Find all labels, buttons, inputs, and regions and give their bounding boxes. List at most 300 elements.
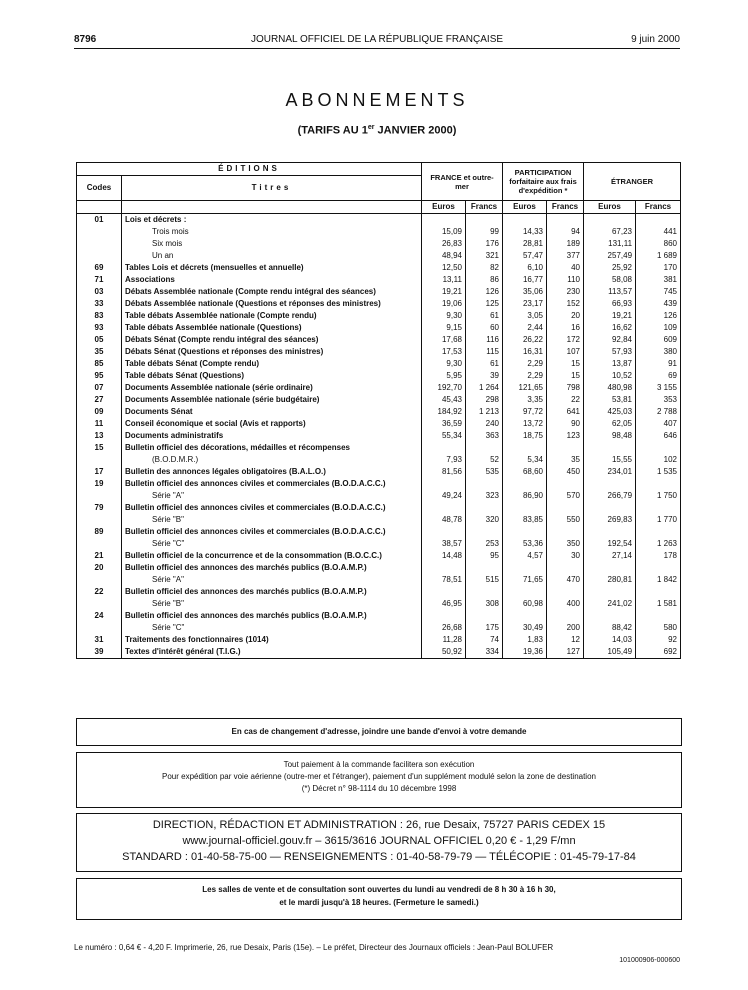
row-code bbox=[77, 454, 122, 466]
row-code: 79 bbox=[77, 502, 122, 514]
table-row bbox=[77, 250, 681, 262]
row-code: 39 bbox=[77, 646, 122, 659]
row-value: 240 bbox=[466, 418, 503, 430]
row-value: 192,70 bbox=[422, 382, 466, 394]
row-value: 172 bbox=[547, 334, 584, 346]
row-value: 14,48 bbox=[422, 550, 466, 562]
row-code bbox=[77, 538, 122, 550]
row-value: 9,30 bbox=[422, 310, 466, 322]
row-value: 1 213 bbox=[466, 406, 503, 418]
row-code: 22 bbox=[77, 586, 122, 598]
row-value: 126 bbox=[636, 310, 681, 322]
row-title: Série "A" bbox=[152, 491, 184, 500]
row-value: 81,56 bbox=[422, 466, 466, 478]
row-code bbox=[77, 574, 122, 586]
table-row bbox=[77, 574, 681, 586]
euros-header: Euros bbox=[584, 201, 636, 214]
table-row bbox=[77, 370, 681, 382]
row-value: 26,68 bbox=[422, 622, 466, 634]
row-title: Table débats Assemblée nationale (Questions) bbox=[125, 323, 302, 332]
row-value bbox=[547, 502, 584, 514]
row-value: 334 bbox=[466, 646, 503, 659]
row-value bbox=[584, 214, 636, 227]
payment-notice bbox=[76, 752, 682, 808]
table-row bbox=[77, 478, 681, 490]
table-row bbox=[77, 622, 681, 634]
table-row bbox=[77, 550, 681, 562]
row-value bbox=[636, 610, 681, 622]
row-value: 3 155 bbox=[636, 382, 681, 394]
row-value: 189 bbox=[547, 238, 584, 250]
table-row bbox=[77, 262, 681, 274]
row-code bbox=[77, 250, 122, 262]
row-value: 18,75 bbox=[503, 430, 547, 442]
row-value bbox=[466, 586, 503, 598]
row-code: 93 bbox=[77, 322, 122, 334]
row-value: 860 bbox=[636, 238, 681, 250]
editions-header: ÉDITIONS bbox=[77, 163, 422, 176]
row-title: Série "C" bbox=[152, 539, 185, 548]
row-value: 78,51 bbox=[422, 574, 466, 586]
row-value bbox=[422, 562, 466, 574]
table-row bbox=[77, 562, 681, 574]
row-value: 353 bbox=[636, 394, 681, 406]
row-value: 92 bbox=[636, 634, 681, 646]
row-title: Débats Assemblée nationale (Compte rendu intégral des séances) bbox=[125, 287, 376, 296]
row-value: 175 bbox=[466, 622, 503, 634]
table-body bbox=[77, 214, 681, 659]
table-row bbox=[77, 238, 681, 250]
row-value: 12,50 bbox=[422, 262, 466, 274]
row-value: 692 bbox=[636, 646, 681, 659]
table-row bbox=[77, 490, 681, 502]
row-value bbox=[547, 562, 584, 574]
row-value: 126 bbox=[466, 286, 503, 298]
row-value: 15 bbox=[547, 358, 584, 370]
francs-header: Francs bbox=[547, 201, 584, 214]
row-value: 83,85 bbox=[503, 514, 547, 526]
table-row bbox=[77, 526, 681, 538]
row-code: 11 bbox=[77, 418, 122, 430]
row-value: 570 bbox=[547, 490, 584, 502]
row-value: 35 bbox=[547, 454, 584, 466]
euros-header: Euros bbox=[422, 201, 466, 214]
row-code: 83 bbox=[77, 310, 122, 322]
row-value: 2 788 bbox=[636, 406, 681, 418]
row-title: Documents Assemblée nationale (série budgétaire) bbox=[125, 395, 320, 404]
table-row bbox=[77, 586, 681, 598]
row-value: 11,28 bbox=[422, 634, 466, 646]
titres-header: Titres bbox=[122, 176, 422, 201]
payment-line-3: (*) Décret n° 98-1114 du 10 décembre 1998 bbox=[301, 784, 457, 793]
row-value: 9,15 bbox=[422, 322, 466, 334]
row-value bbox=[466, 478, 503, 490]
participation-header: PARTICIPATION forfaitaire aux frais d'expédition * bbox=[503, 163, 584, 201]
row-value bbox=[422, 586, 466, 598]
row-value: 58,08 bbox=[584, 274, 636, 286]
footer-reference: 101000906-000600 bbox=[619, 957, 680, 964]
row-value: 86,90 bbox=[503, 490, 547, 502]
row-value bbox=[466, 526, 503, 538]
row-value: 115 bbox=[466, 346, 503, 358]
row-value bbox=[422, 214, 466, 227]
row-value: 60,98 bbox=[503, 598, 547, 610]
row-value: 323 bbox=[466, 490, 503, 502]
row-value bbox=[584, 562, 636, 574]
contact-line-1: DIRECTION, RÉDACTION ET ADMINISTRATION : 26, rue Desaix, 75727 PARIS CEDEX 15 bbox=[152, 819, 606, 831]
row-value: 320 bbox=[466, 514, 503, 526]
row-value: 131,11 bbox=[584, 238, 636, 250]
footer-text: Le numéro : 0,64 € - 4,20 F. Imprimerie, 26, rue Desaix, Paris (15e). – Le préfet, Directeur des Journaux officiels : Jean-Paul BOLUFER bbox=[74, 943, 554, 952]
row-value: 123 bbox=[547, 430, 584, 442]
row-value: 19,21 bbox=[422, 286, 466, 298]
table-row bbox=[77, 334, 681, 346]
francs-header: Francs bbox=[636, 201, 681, 214]
row-value: 3,05 bbox=[503, 310, 547, 322]
page-title: ABONNEMENTS bbox=[285, 90, 469, 110]
table-row bbox=[77, 382, 681, 394]
row-value: 257,49 bbox=[584, 250, 636, 262]
row-value bbox=[636, 526, 681, 538]
row-value: 1 264 bbox=[466, 382, 503, 394]
row-value: 52 bbox=[466, 454, 503, 466]
row-code: 05 bbox=[77, 334, 122, 346]
row-value bbox=[584, 442, 636, 454]
row-value: 266,79 bbox=[584, 490, 636, 502]
header-rule bbox=[74, 48, 680, 49]
hours-line-1: Les salles de vente et de consultation sont ouvertes du lundi au vendredi de 8 h 30 à 16 h 30, bbox=[202, 885, 556, 894]
row-code: 15 bbox=[77, 442, 122, 454]
row-value: 3,35 bbox=[503, 394, 547, 406]
row-title: Bulletin officiel des annonces des marchés publics (B.O.A.M.P.) bbox=[125, 563, 367, 572]
etranger-header: ÉTRANGER bbox=[584, 163, 681, 201]
row-title: Table débats Sénat (Questions) bbox=[125, 371, 244, 380]
row-value bbox=[584, 586, 636, 598]
row-code: 07 bbox=[77, 382, 122, 394]
row-code: 71 bbox=[77, 274, 122, 286]
row-value: 15,55 bbox=[584, 454, 636, 466]
row-title: Traitements des fonctionnaires (1014) bbox=[125, 635, 269, 644]
row-value: 68,60 bbox=[503, 466, 547, 478]
row-value: 109 bbox=[636, 322, 681, 334]
row-code: 21 bbox=[77, 550, 122, 562]
row-value: 363 bbox=[466, 430, 503, 442]
row-value: 53,81 bbox=[584, 394, 636, 406]
row-title: Six mois bbox=[152, 239, 183, 248]
row-value: 127 bbox=[547, 646, 584, 659]
row-value: 23,17 bbox=[503, 298, 547, 310]
row-value: 86 bbox=[466, 274, 503, 286]
row-title: Débats Assemblée nationale (Questions et réponses des ministres) bbox=[125, 299, 381, 308]
row-value: 91 bbox=[636, 358, 681, 370]
row-value: 6,10 bbox=[503, 262, 547, 274]
page-number: 8796 bbox=[74, 34, 97, 45]
row-code: 35 bbox=[77, 346, 122, 358]
row-value bbox=[547, 526, 584, 538]
row-value: 121,65 bbox=[503, 382, 547, 394]
row-value bbox=[547, 586, 584, 598]
row-value: 234,01 bbox=[584, 466, 636, 478]
address-change-notice: En cas de changement d'adresse, joindre une bande d'envoi à votre demande bbox=[76, 718, 682, 746]
row-title: Bulletin officiel des décorations, médailles et récompenses bbox=[125, 443, 350, 452]
row-value: 1 842 bbox=[636, 574, 681, 586]
row-value: 36,59 bbox=[422, 418, 466, 430]
row-value: 1 535 bbox=[636, 466, 681, 478]
row-title: Série "B" bbox=[152, 515, 184, 524]
row-value bbox=[466, 610, 503, 622]
codes-header: Codes bbox=[77, 176, 122, 201]
table-row bbox=[77, 430, 681, 442]
row-value: 7,93 bbox=[422, 454, 466, 466]
row-value: 450 bbox=[547, 466, 584, 478]
row-title: Documents Sénat bbox=[125, 407, 193, 416]
row-title: Table débats Assemblée nationale (Compte rendu) bbox=[125, 311, 317, 320]
row-value: 28,81 bbox=[503, 238, 547, 250]
table-row bbox=[77, 502, 681, 514]
row-value bbox=[503, 526, 547, 538]
journal-title: JOURNAL OFFICIEL DE LA RÉPUBLIQUE FRANÇAISE bbox=[250, 34, 504, 45]
row-value: 2,29 bbox=[503, 370, 547, 382]
row-value: 19,36 bbox=[503, 646, 547, 659]
row-value: 381 bbox=[636, 274, 681, 286]
row-value bbox=[547, 478, 584, 490]
row-value bbox=[584, 610, 636, 622]
contact-line-3: STANDARD : 01-40-58-75-00 — RENSEIGNEMENTS : 01-40-58-79-79 — TÉLÉCOPIE : 01-45-79-17-84 bbox=[122, 851, 636, 863]
row-code: 95 bbox=[77, 370, 122, 382]
row-value bbox=[636, 478, 681, 490]
opening-hours bbox=[76, 878, 682, 920]
row-value: 30,49 bbox=[503, 622, 547, 634]
row-value: 1 689 bbox=[636, 250, 681, 262]
row-code: 85 bbox=[77, 358, 122, 370]
row-value: 745 bbox=[636, 286, 681, 298]
row-code: 20 bbox=[77, 562, 122, 574]
table-row bbox=[77, 286, 681, 298]
row-value: 170 bbox=[636, 262, 681, 274]
table-row bbox=[77, 442, 681, 454]
row-value: 98,48 bbox=[584, 430, 636, 442]
row-value: 67,23 bbox=[584, 226, 636, 238]
row-value: 15,09 bbox=[422, 226, 466, 238]
row-value: 30 bbox=[547, 550, 584, 562]
row-code: 03 bbox=[77, 286, 122, 298]
row-title: Bulletin officiel des annonces civiles et commerciales (B.O.D.A.C.C.) bbox=[125, 527, 386, 536]
table-row bbox=[77, 598, 681, 610]
row-value: 2,44 bbox=[503, 322, 547, 334]
row-code: 09 bbox=[77, 406, 122, 418]
row-value: 152 bbox=[547, 298, 584, 310]
row-value: 39 bbox=[466, 370, 503, 382]
row-value: 102 bbox=[636, 454, 681, 466]
table-row bbox=[77, 358, 681, 370]
table-row bbox=[77, 322, 681, 334]
row-value: 1 263 bbox=[636, 538, 681, 550]
row-value bbox=[422, 502, 466, 514]
row-value: 90 bbox=[547, 418, 584, 430]
row-value: 110 bbox=[547, 274, 584, 286]
row-title: Bulletin officiel des annonces civiles et commerciales (B.O.D.A.C.C.) bbox=[125, 479, 386, 488]
row-value: 57,93 bbox=[584, 346, 636, 358]
issue-date: 9 juin 2000 bbox=[631, 34, 680, 45]
francs-header: Francs bbox=[466, 201, 503, 214]
table-row bbox=[77, 418, 681, 430]
row-value bbox=[636, 502, 681, 514]
row-value: 66,93 bbox=[584, 298, 636, 310]
row-value: 230 bbox=[547, 286, 584, 298]
row-value bbox=[466, 502, 503, 514]
row-title: Table débats Sénat (Compte rendu) bbox=[125, 359, 260, 368]
row-value: 470 bbox=[547, 574, 584, 586]
row-value bbox=[547, 214, 584, 227]
table-row bbox=[77, 346, 681, 358]
row-code: 17 bbox=[77, 466, 122, 478]
row-value bbox=[584, 478, 636, 490]
row-code bbox=[77, 226, 122, 238]
row-title: Bulletin officiel des annonces des marchés publics (B.O.A.M.P.) bbox=[125, 611, 367, 620]
row-value: 49,24 bbox=[422, 490, 466, 502]
row-code: 24 bbox=[77, 610, 122, 622]
row-value: 16 bbox=[547, 322, 584, 334]
row-value: 50,92 bbox=[422, 646, 466, 659]
row-value: 12 bbox=[547, 634, 584, 646]
row-value: 88,42 bbox=[584, 622, 636, 634]
row-value bbox=[636, 562, 681, 574]
row-value: 641 bbox=[547, 406, 584, 418]
row-value bbox=[636, 586, 681, 598]
row-value: 400 bbox=[547, 598, 584, 610]
row-title: Série "A" bbox=[152, 575, 184, 584]
row-value: 298 bbox=[466, 394, 503, 406]
row-title: Série "C" bbox=[152, 623, 185, 632]
row-title: Série "B" bbox=[152, 599, 184, 608]
row-value: 53,36 bbox=[503, 538, 547, 550]
row-value: 35,06 bbox=[503, 286, 547, 298]
table-row bbox=[77, 634, 681, 646]
row-value: 280,81 bbox=[584, 574, 636, 586]
row-value: 17,68 bbox=[422, 334, 466, 346]
row-value bbox=[503, 214, 547, 227]
row-value: 20 bbox=[547, 310, 584, 322]
row-code: 01 bbox=[77, 214, 122, 227]
row-title: Lois et décrets : bbox=[125, 215, 187, 224]
table-row bbox=[77, 298, 681, 310]
row-value: 69 bbox=[636, 370, 681, 382]
row-code bbox=[77, 490, 122, 502]
row-title: Débats Sénat (Compte rendu intégral des séances) bbox=[125, 335, 319, 344]
row-value bbox=[547, 442, 584, 454]
row-value: 13,72 bbox=[503, 418, 547, 430]
row-value: 92,84 bbox=[584, 334, 636, 346]
row-value: 5,95 bbox=[422, 370, 466, 382]
row-value bbox=[422, 478, 466, 490]
row-value: 105,49 bbox=[584, 646, 636, 659]
row-value: 55,34 bbox=[422, 430, 466, 442]
row-value: 94 bbox=[547, 226, 584, 238]
table-row bbox=[77, 406, 681, 418]
row-value bbox=[503, 586, 547, 598]
row-code: 19 bbox=[77, 478, 122, 490]
row-title: Documents Assemblée nationale (série ordinaire) bbox=[125, 383, 313, 392]
row-value: 550 bbox=[547, 514, 584, 526]
hours-line-2: et le mardi jusqu'à 18 heures. (Fermeture le samedi.) bbox=[279, 898, 479, 907]
row-value: 26,22 bbox=[503, 334, 547, 346]
row-value: 99 bbox=[466, 226, 503, 238]
row-value bbox=[503, 502, 547, 514]
row-code: 27 bbox=[77, 394, 122, 406]
row-value bbox=[636, 214, 681, 227]
row-value: 14,33 bbox=[503, 226, 547, 238]
table-row bbox=[77, 538, 681, 550]
row-value: 5,34 bbox=[503, 454, 547, 466]
row-value: 10,52 bbox=[584, 370, 636, 382]
row-title: Conseil économique et social (Avis et rapports) bbox=[125, 419, 306, 428]
row-value: 1 581 bbox=[636, 598, 681, 610]
row-value: 19,06 bbox=[422, 298, 466, 310]
row-value: 95 bbox=[466, 550, 503, 562]
row-title: Textes d'intérêt général (T.I.G.) bbox=[125, 647, 241, 656]
row-value bbox=[636, 442, 681, 454]
row-value bbox=[503, 478, 547, 490]
table-row bbox=[77, 610, 681, 622]
row-value: 57,47 bbox=[503, 250, 547, 262]
row-value: 46,95 bbox=[422, 598, 466, 610]
row-value: 380 bbox=[636, 346, 681, 358]
row-value: 116 bbox=[466, 334, 503, 346]
row-value: 184,92 bbox=[422, 406, 466, 418]
row-value: 16,62 bbox=[584, 322, 636, 334]
row-value: 441 bbox=[636, 226, 681, 238]
row-value bbox=[466, 214, 503, 227]
page-subtitle: (TARIFS AU 1er JANVIER 2000) bbox=[297, 124, 457, 137]
row-value: 350 bbox=[547, 538, 584, 550]
row-value: 308 bbox=[466, 598, 503, 610]
row-value: 97,72 bbox=[503, 406, 547, 418]
row-value: 269,83 bbox=[584, 514, 636, 526]
row-code bbox=[77, 622, 122, 634]
table-row bbox=[77, 214, 681, 227]
row-title: Documents administratifs bbox=[125, 431, 224, 440]
row-value: 16,77 bbox=[503, 274, 547, 286]
contact-line-2: www.journal-officiel.gouv.fr – 3615/3616 JOURNAL OFFICIEL 0,20 € - 1,29 F/mn bbox=[182, 835, 576, 847]
row-value bbox=[422, 442, 466, 454]
row-title: Trois mois bbox=[152, 227, 189, 236]
row-value bbox=[466, 442, 503, 454]
row-value bbox=[503, 562, 547, 574]
row-value: 25,92 bbox=[584, 262, 636, 274]
row-value: 71,65 bbox=[503, 574, 547, 586]
row-value: 9,30 bbox=[422, 358, 466, 370]
row-title: Débats Sénat (Questions et réponses des ministres) bbox=[125, 347, 324, 356]
france-header: FRANCE et outre-mer bbox=[422, 163, 503, 201]
row-title: Bulletin officiel des annonces civiles et commerciales (B.O.D.A.C.C.) bbox=[125, 503, 386, 512]
euros-header: Euros bbox=[503, 201, 547, 214]
row-value bbox=[584, 526, 636, 538]
row-value: 407 bbox=[636, 418, 681, 430]
row-code: 13 bbox=[77, 430, 122, 442]
row-title: (B.O.D.M.R.) bbox=[152, 455, 199, 464]
row-value: 48,94 bbox=[422, 250, 466, 262]
row-value: 377 bbox=[547, 250, 584, 262]
row-value: 45,43 bbox=[422, 394, 466, 406]
row-code: 89 bbox=[77, 526, 122, 538]
subscription-table bbox=[76, 162, 681, 659]
table-row bbox=[77, 454, 681, 466]
row-value: 1 750 bbox=[636, 490, 681, 502]
row-value bbox=[422, 610, 466, 622]
row-value: 439 bbox=[636, 298, 681, 310]
row-value: 48,78 bbox=[422, 514, 466, 526]
row-value: 15 bbox=[547, 370, 584, 382]
